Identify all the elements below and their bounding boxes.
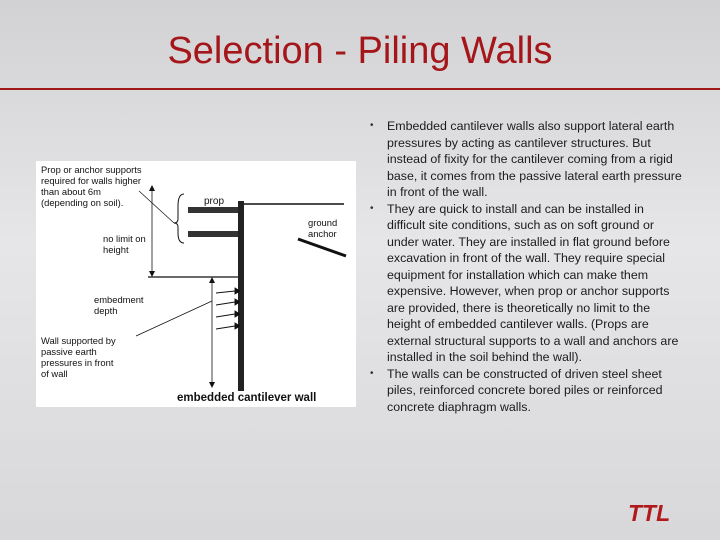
slide-title: Selection - Piling Walls [167,30,553,72]
ground-anchor-icon [298,239,346,256]
prop-support-note: Prop or anchor supports required for walls higher than about 6m (depending on soil). [41,164,142,208]
bullet-item: • Embedded cantilever walls also support lateral earth pressures by acting as cantilever structures. But instead of fixity for the cantilever coming from a rigid base, it comes from the passive lateral earth pressure in front of the wall. [370,118,685,201]
arrow-up-icon [209,277,215,283]
no-limit-on-height-label: no limit on height [103,233,146,255]
arrow-up-icon [149,185,155,191]
passive-pressure-arrows [216,288,240,329]
wall-icon [238,201,244,391]
bullet-list [370,118,685,415]
prop-label: prop [204,196,225,207]
leader-line [136,301,212,336]
wall-supported-label: Wall supported by passive earth pressures in front of wall [41,335,116,379]
brace-icon [174,194,184,243]
prop-lower-icon [188,231,238,237]
title-divider [0,88,720,90]
prop-upper-icon [188,207,238,213]
leader-line [139,191,174,223]
arrow-down-icon [209,382,215,388]
bullet-item: • The walls can be constructed of driven steel sheet piles, reinforced concrete bored piles or reinforced concrete diaphragm walls. [370,366,685,416]
diagram-svg [36,161,356,407]
ttl-logo: TTL [628,500,671,526]
embedded-cantilever-wall-diagram [36,161,356,407]
arrow-down-icon [149,271,155,277]
bullet-item: • They are quick to install and can be installed in difficult site conditions, such as on soft ground or under water. They are installed in flat ground before excavation in front of the wall. They require special equipment for installation which can make them expensive. However, when prop or anchor supports are provided, there is theoretically no limit to the height of embedded cantilever walls. (Props are external structural supports to a wall and anchors are installed in the soil behind the wall). [370,201,685,366]
embedment-depth-label: embedment depth [94,294,144,316]
figure-caption: embedded cantilever wall [177,392,317,404]
ground-anchor-label: ground anchor [308,217,338,239]
